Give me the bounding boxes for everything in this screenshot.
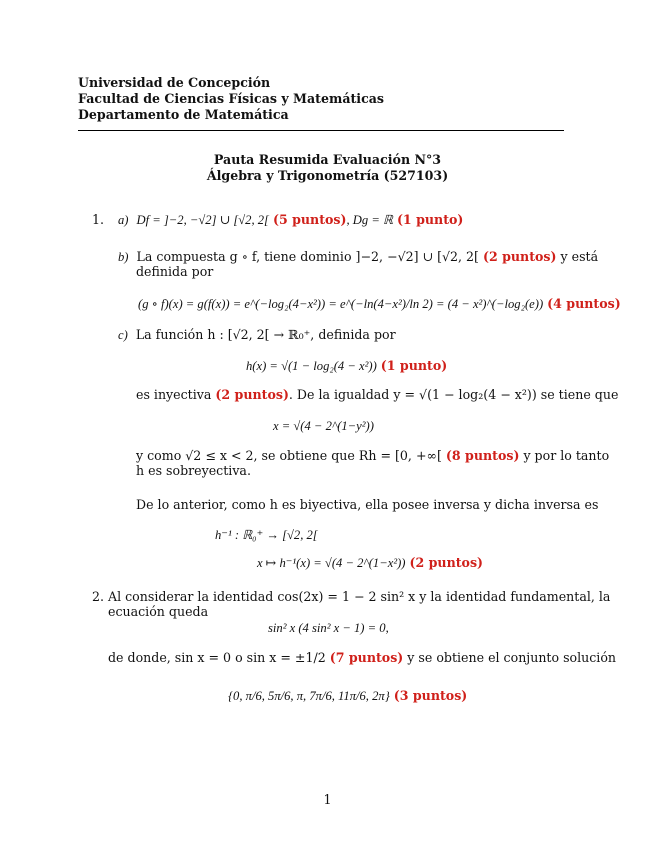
q1a-domain-f: Df = ]−2, −√2] ∪ [√2, 2[: [136, 213, 269, 227]
q2-points-1: (7 puntos): [329, 650, 404, 665]
page-number: 1: [323, 792, 332, 807]
q1a-line: [118, 212, 463, 228]
q1c-text-5: De lo anterior, como h es biyectiva, ella posee inversa y dicha inversa es: [136, 497, 599, 512]
q1b-label: b): [118, 250, 129, 264]
q2-solution-set: {0, π/6, 5π/6, π, 7π/6, 11π/6, 2π}: [228, 689, 390, 703]
q1b-text-3: definida por: [136, 264, 214, 279]
q1c-label: c): [118, 328, 128, 342]
q1c-points-3: (8 puntos): [445, 448, 520, 463]
q1b-formula-line: [138, 296, 621, 312]
q1c-inverse-map: h⁻¹ : ℝ₀⁺ → [√2, 2[: [215, 528, 318, 542]
q1b-points-1: (2 puntos): [482, 249, 557, 264]
department-name: Departamento de Matemática: [78, 107, 289, 122]
header-divider: [78, 130, 564, 131]
q1c-points-4: (2 puntos): [409, 555, 483, 570]
q1c-text-2a: es inyectiva: [136, 387, 212, 402]
q1c-formula-1: h(x) = √(1 − log₂(4 − x²)): [246, 359, 377, 373]
q1c-inverse-formula: x ↦ h⁻¹(x) = √(4 − 2^(1−x²)): [257, 556, 406, 570]
q1b-text-2: y está: [560, 249, 599, 264]
q1b-text-1: La compuesta g ∘ f, tiene dominio ]−2, −√2] ∪ [√2, 2[: [136, 249, 479, 264]
q1a-points-1: (5 puntos): [272, 212, 347, 227]
q1c-line-3: [136, 448, 609, 464]
q1c-formula-2: [273, 418, 374, 434]
q1a-label: a): [118, 213, 129, 227]
q1b-points-2: (4 puntos): [547, 296, 621, 311]
q1c-text-4: h es sobreyectiva.: [136, 463, 251, 478]
q2-line-3: [108, 650, 616, 666]
q1-number: 1.: [92, 212, 105, 227]
document-title: Pauta Resumida Evaluación N°3: [213, 152, 442, 167]
university-name: Universidad de Concepción: [78, 75, 271, 90]
q1c-formula-2-text: x = √(4 − 2^(1−y²)): [273, 419, 374, 433]
q1c-text-1: La función h : [√2, 2[ → ℝ₀⁺, definida por: [135, 327, 396, 342]
q2-number: 2.: [92, 589, 105, 604]
q2-points-2: (3 puntos): [393, 688, 468, 703]
q1b-line-1: [118, 249, 598, 265]
q1c-text-3a: y como √2 ≤ x < 2, se obtiene que Rh = [0, +∞[: [136, 448, 442, 463]
q1c-inverse-formula-line: [257, 555, 483, 571]
q2-text-3: de donde, sin x = 0 o sin x = ±1/2: [108, 650, 326, 665]
q1c-text-2b: . De la igualdad y = √(1 − log₂(4 − x²)) se tiene que: [288, 387, 619, 402]
q2-formula-1: [268, 620, 389, 636]
q1c-text-3b: y por lo tanto: [523, 448, 610, 463]
q1c-points-1: (1 punto): [380, 358, 448, 373]
q1a-domain-g: , Dg = ℝ: [346, 213, 393, 227]
q2-text-1: Al considerar la identidad cos(2x) = 1 − 2 sin² x y la identidad fundamental, la: [108, 589, 611, 604]
q1c-formula-1-line: [246, 358, 447, 374]
q2-text-4: y se obtiene el conjunto solución: [407, 650, 617, 665]
q1a-points-2: (1 punto): [396, 212, 464, 227]
q2-text-2: ecuación queda: [108, 604, 209, 619]
q2-formula-1-text: sin² x (4 sin² x − 1) = 0,: [268, 621, 389, 635]
q1c-inverse-domain: [215, 527, 318, 543]
q1c-line-1: [118, 327, 396, 343]
faculty-name: Facultad de Ciencias Físicas y Matemáticas: [78, 91, 384, 106]
q1c-line-2: [136, 387, 618, 403]
course-title: Álgebra y Trigonometría (527103): [206, 168, 449, 183]
q1b-formula: (g ∘ f)(x) = g(f(x)) = e^(−log₂(4−x²)) = e^(−ln(4−x²)/ln 2) = (4 − x²)^(−log₂(e)): [138, 297, 544, 311]
q2-solution-line: [228, 688, 467, 704]
q1c-points-2: (2 puntos): [215, 387, 289, 402]
